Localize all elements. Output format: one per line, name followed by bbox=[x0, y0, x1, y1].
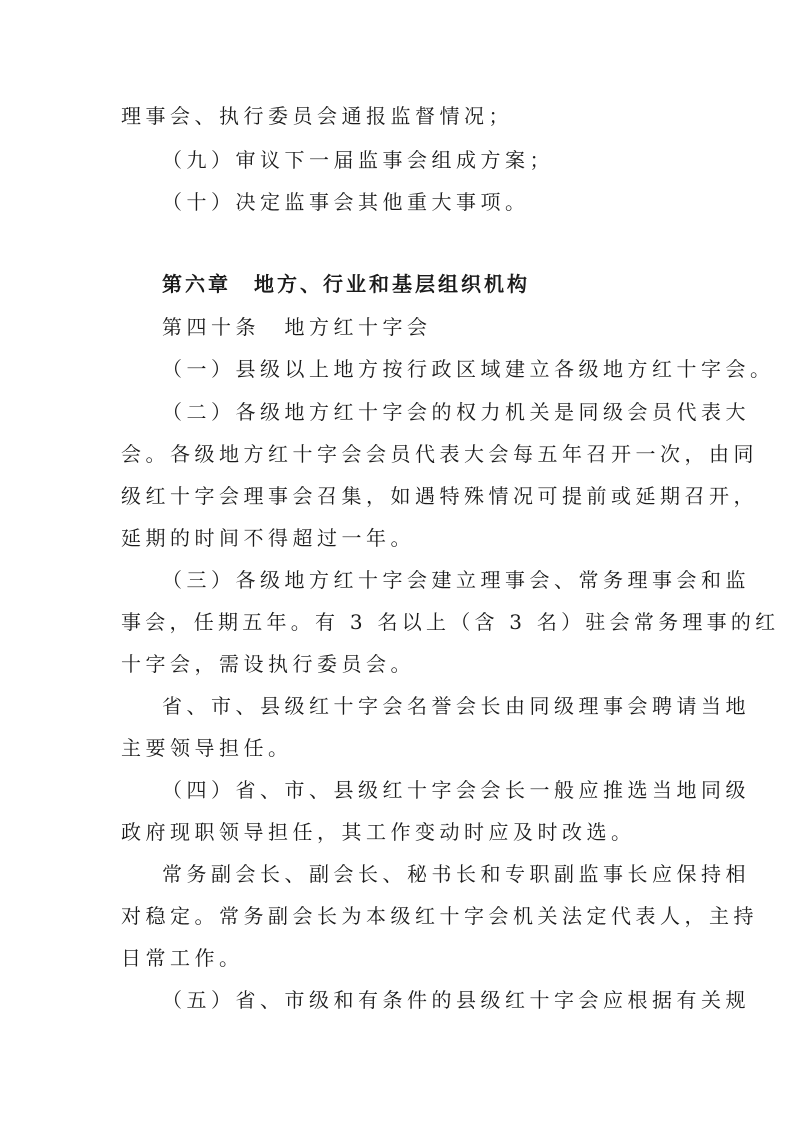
paragraph-line: 政府现职领导担任，其工作变动时应及时改选。 bbox=[121, 820, 636, 844]
paragraph-line: 延期的时间不得超过一年。 bbox=[121, 526, 415, 550]
paragraph-line: （一）县级以上地方按行政区域建立各级地方红十字会。 bbox=[162, 357, 775, 381]
paragraph-line: 事会，任期五年。有 3 名以上（含 3 名）驻会常务理事的红 bbox=[121, 610, 780, 634]
paragraph-line: （五）省、市级和有条件的县级红十字会应根据有关规 bbox=[162, 988, 750, 1012]
paragraph-line: （九）审议下一届监事会组成方案； bbox=[162, 148, 554, 172]
paragraph-line: 会。各级地方红十字会会员代表大会每五年召开一次，由同 bbox=[121, 442, 758, 466]
paragraph-line: 日常工作。 bbox=[121, 946, 244, 970]
paragraph-line: （二）各级地方红十字会的权力机关是同级会员代表大 bbox=[162, 400, 750, 424]
paragraph-line: 级红十字会理事会召集，如遇特殊情况可提前或延期召开， bbox=[121, 484, 758, 508]
chapter-heading: 第六章 地方、行业和基层组织机构 bbox=[162, 272, 530, 296]
article-heading: 第四十条 地方红十字会 bbox=[162, 315, 432, 339]
paragraph-line: （三）各级地方红十字会建立理事会、常务理事会和监 bbox=[162, 568, 750, 592]
paragraph-line: （四）省、市、县级红十字会会长一般应推选当地同级 bbox=[162, 778, 750, 802]
paragraph-line: 对稳定。常务副会长为本级红十字会机关法定代表人，主持 bbox=[121, 904, 758, 928]
paragraph-line: 主要领导担任。 bbox=[121, 736, 293, 760]
paragraph-line: 常务副会长、副会长、秘书长和专职副监事长应保持相 bbox=[162, 862, 750, 886]
paragraph-line: （十）决定监事会其他重大事项。 bbox=[162, 190, 530, 214]
paragraph-line: 理事会、执行委员会通报监督情况； bbox=[121, 104, 513, 128]
paragraph-line: 十字会，需设执行委员会。 bbox=[121, 652, 415, 676]
paragraph-line: 省、市、县级红十字会名誉会长由同级理事会聘请当地 bbox=[162, 694, 750, 718]
